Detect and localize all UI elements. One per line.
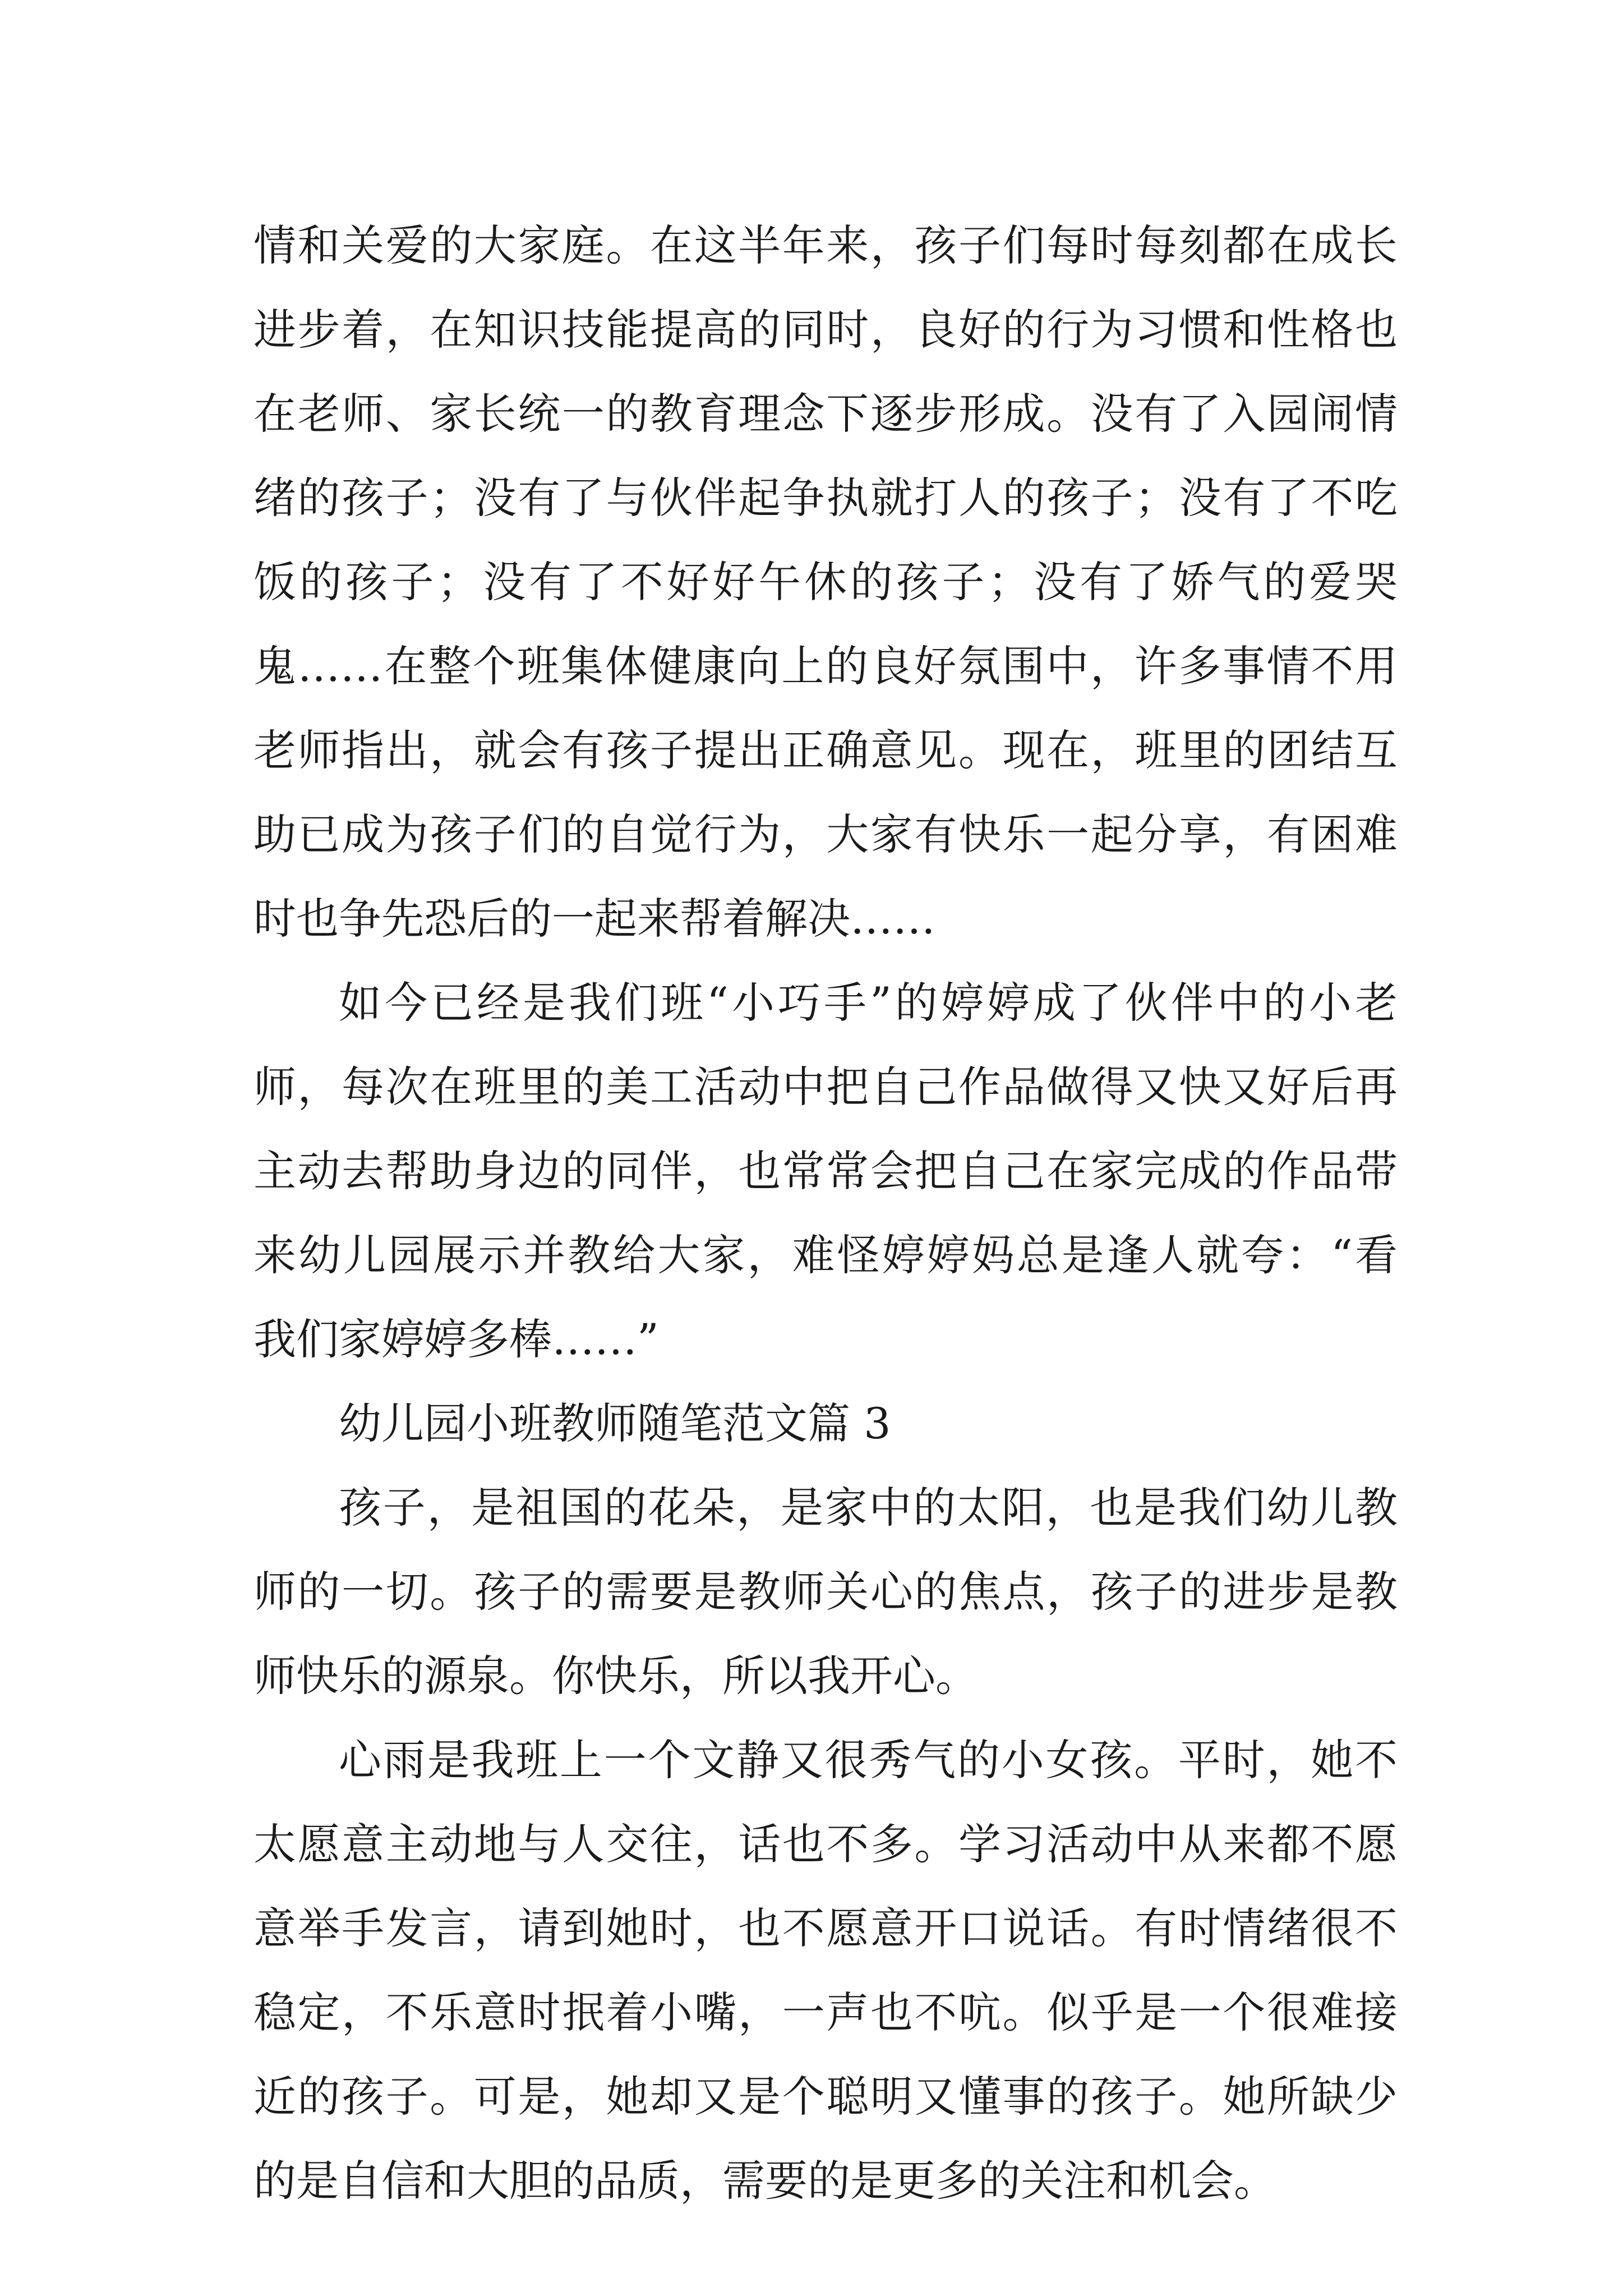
paragraph-line: 我们家婷婷多棒……” (253, 1314, 659, 1364)
paragraph-line: 师的一切。孩子的需要是教师关心的焦点，孩子的进步是教 (253, 1567, 1398, 1617)
paragraph-line: 师快乐的源泉。你快乐，所以我开心。 (253, 1651, 978, 1701)
paragraph-line: 时也争先恐后的一起来帮着解决…… (253, 894, 935, 944)
paragraph-line: 稳定，不乐意时抿着小嘴，一声也不吭。似乎是一个很难接 (253, 1987, 1398, 2037)
paragraph-line: 情和关爱的大家庭。在这半年来，孩子们每时每刻都在成长 (253, 220, 1398, 270)
paragraph-line: 心雨是我班上一个文静又很秀气的小女孩。平时，她不 (339, 1735, 1398, 1785)
paragraph-line: 鬼……在整个班集体健康向上的良好氛围中，许多事情不用 (253, 641, 1398, 691)
paragraph-line: 绪的孩子；没有了与伙伴起争执就打人的孩子；没有了不吃 (253, 473, 1398, 523)
paragraph-line: 饭的孩子；没有了不好好午休的孩子；没有了娇气的爱哭 (253, 557, 1398, 607)
paragraph-line: 太愿意主动地与人交往，话也不多。学习活动中从来都不愿 (253, 1819, 1398, 1869)
paragraph-line: 师，每次在班里的美工活动中把自己作品做得又快又好后再 (253, 1062, 1398, 1112)
paragraph-line: 进步着，在知识技能提高的同时，良好的行为习惯和性格也 (253, 305, 1398, 355)
paragraph-line: 老师指出，就会有孩子提出正确意见。现在，班里的团结互 (253, 725, 1398, 775)
paragraph-line: 主动去帮助身边的同伴，也常常会把自己在家完成的作品带 (253, 1146, 1398, 1196)
paragraph-line: 如今已经是我们班“小巧手”的婷婷成了伙伴中的小老 (339, 978, 1398, 1028)
paragraph-line: 在老师、家长统一的教育理念下逐步形成。没有了入园闹情 (253, 389, 1398, 439)
paragraph-line: 意举手发言，请到她时，也不愿意开口说话。有时情绪很不 (253, 1903, 1398, 1953)
paragraph-line: 助已成为孩子们的自觉行为，大家有快乐一起分享，有困难 (253, 809, 1398, 859)
section-heading: 幼儿园小班教师随笔范文篇 3 (339, 1398, 891, 1448)
paragraph-line: 的是自信和大胆的品质，需要的是更多的关注和机会。 (253, 2156, 1276, 2206)
paragraph-line: 来幼儿园展示并教给大家，难怪婷婷妈总是逢人就夸：“看 (253, 1230, 1398, 1280)
paragraph-line: 孩子，是祖国的花朵，是家中的太阳，也是我们幼儿教 (339, 1483, 1398, 1533)
paragraph-line: 近的孩子。可是，她却又是个聪明又懂事的孩子。她所缺少 (253, 2072, 1398, 2122)
